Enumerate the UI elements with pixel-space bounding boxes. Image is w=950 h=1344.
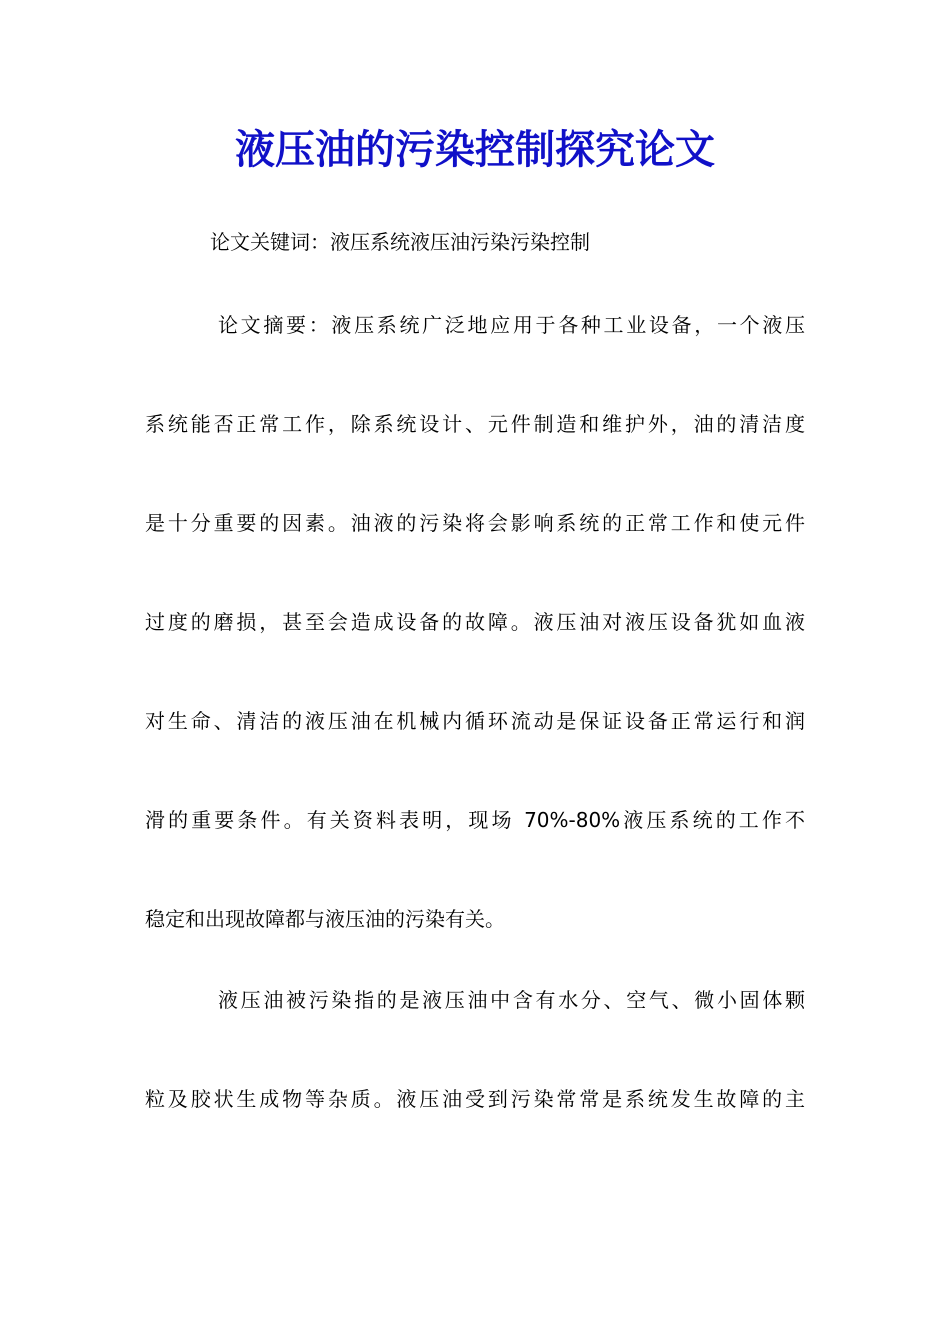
paragraph-line: 系统能否正常工作，除系统设计、元件制造和维护外，油的清洁度 [145,412,805,436]
keywords-line: 论文关键词：液压系统液压油污染污染控制 [210,230,590,254]
paragraph-line: 粒及胶状生成物等杂质。液压油受到污染常常是系统发生故障的主 [145,1087,805,1111]
document-title: 液压油的污染控制探究论文 [235,126,715,173]
paragraph-line: 滑的重要条件。有关资料表明，现场 70%-80%液压系统的工作不 [145,808,805,832]
paragraph-line: 是十分重要的因素。油液的污染将会影响系统的正常工作和使元件 [145,511,805,535]
paragraph-line: 液压油被污染指的是液压油中含有水分、空气、微小固体颗 [218,988,805,1012]
paragraph-line: 对生命、清洁的液压油在机械内循环流动是保证设备正常运行和润 [145,709,805,733]
paragraph-line: 论文摘要：液压系统广泛地应用于各种工业设备，一个液压 [218,313,805,337]
paragraph-line: 稳定和出现故障都与液压油的污染有关。 [145,907,505,931]
paragraph-line: 过度的磨损，甚至会造成设备的故障。液压油对液压设备犹如血液 [145,610,805,634]
